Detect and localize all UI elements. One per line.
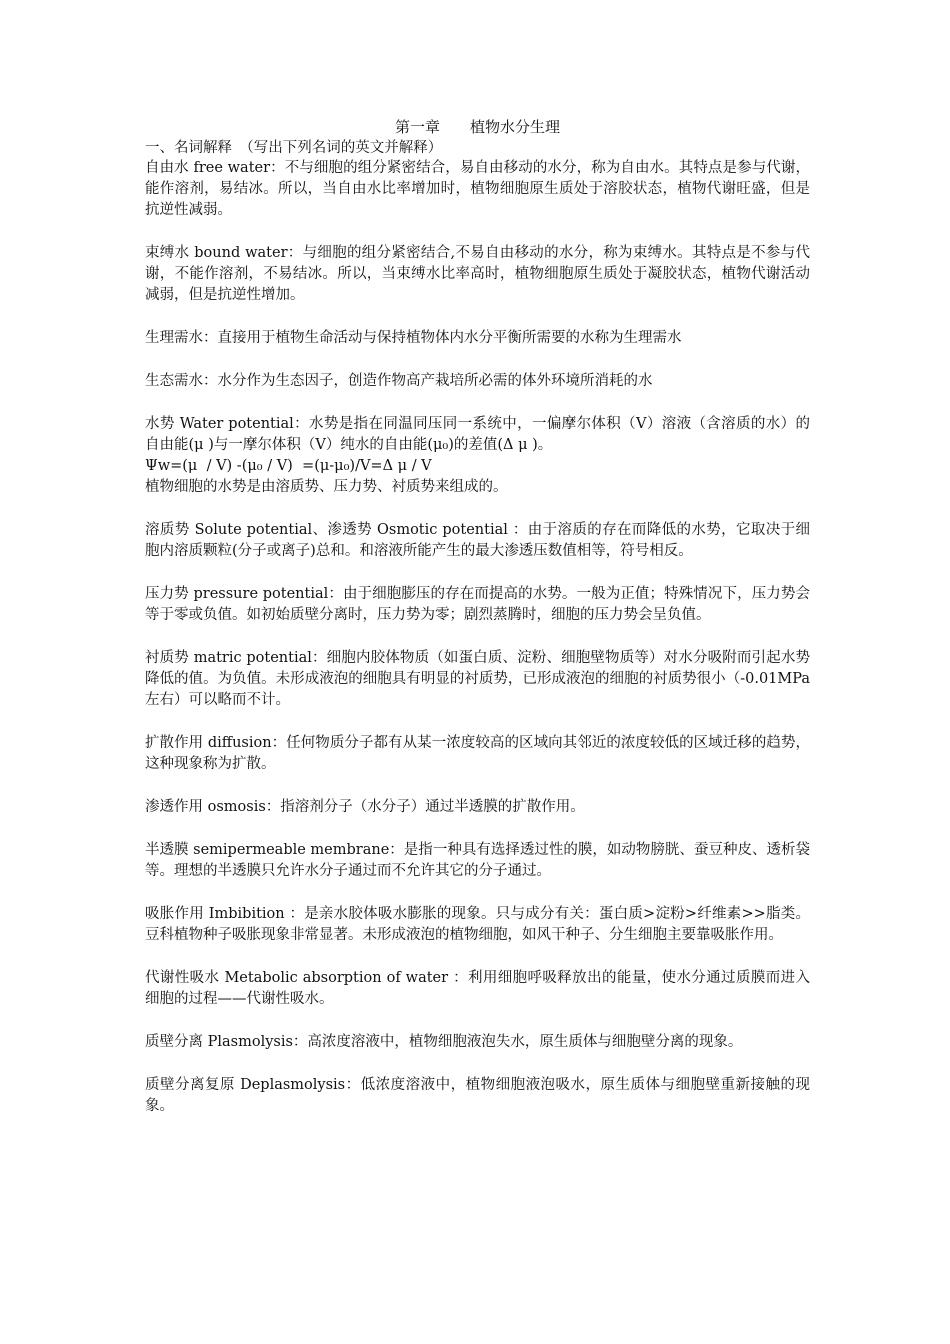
entry-free-water: 自由水 free water：不与细胞的组分紧密结合，易自由移动的水分，称为自由水。其特点是参与代谢，能作溶剂，易结冰。所以，当自由水比率增加时，植物细胞原生质处于溶胶状态，植物代谢旺盛，但是抗逆性减弱。 (145, 160, 810, 218)
entry-plasmolysis: 质壁分离 Plasmolysis：高浓度溶液中，植物细胞液泡失水，原生质体与细胞壁分离的现象。 (145, 1034, 743, 1050)
document-page (145, 118, 810, 1139)
water-potential-note: 植物细胞的水势是由溶质势、压力势、衬质势来组成的。 (145, 479, 508, 495)
entry-imbibition: 吸胀作用 Imbibition ：是亲水胶体吸水膨胀的现象。只与成分有关：蛋白质>淀粉>纤维素>>脂类。豆科植物种子吸胀现象非常显著。未形成液泡的植物细胞，如风干种子、分生细胞主要靠吸胀作用。 (145, 906, 810, 943)
section-heading: 一、名词解释 （写出下列名词的英文并解释） (145, 140, 443, 156)
entry-pressure-potential: 压力势 pressure potential：由于细胞膨压的存在而提高的水势。一般为正值；特殊情况下，压力势会等于零或负值。如初始质壁分离时，压力势为零；剧烈蒸腾时，细胞的压力势会呈负值。 (145, 586, 810, 623)
entry-osmosis: 渗透作用 osmosis：指溶剂分子（水分子）通过半透膜的扩散作用。 (145, 799, 585, 815)
entry-water-potential-block (145, 414, 810, 498)
entry-solute-potential: 溶质势 Solute potential、渗透势 Osmotic potential ：由于溶质的存在而降低的水势，它取决于细胞内溶质颗粒(分子或离子)总和。和溶液所能产生的最大渗透压数值相等，符号相反。 (145, 522, 810, 559)
page-title: 第一章 植物水分生理 (394, 118, 560, 136)
entry-ecological-water: 生态需水：水分作为生态因子，创造作物高产栽培所必需的体外环境所消耗的水 (145, 373, 653, 389)
entry-diffusion: 扩散作用 diffusion：任何物质分子都有从某一浓度较高的区域向其邻近的浓度较低的区域迁移的趋势，这种现象称为扩散。 (145, 735, 810, 772)
entry-metabolic-absorption: 代谢性吸水 Metabolic absorption of water ：利用细胞呼吸释放出的能量，使水分通过质膜而进入细胞的过程——代谢性吸水。 (145, 970, 810, 1007)
entry-physiological-water: 生理需水：直接用于植物生命活动与保持植物体内水分平衡所需要的水称为生理需水 (145, 330, 682, 346)
entry-matric-potential: 衬质势 matric potential：细胞内胶体物质（如蛋白质、淀粉、细胞壁物质等）对水分吸附而引起水势降低的值。为负值。未形成液泡的细胞具有明显的衬质势，已形成液泡的细胞的衬质势很小（-0.01MPa 左右）可以略而不计。 (145, 650, 810, 708)
entry-semipermeable-membrane: 半透膜 semipermeable membrane：是指一种具有选择透过性的膜，如动物膀胱、蚕豆种皮、透析袋等。理想的半透膜只允许水分子通过而不允许其它的分子通过。 (145, 842, 810, 879)
water-potential-formula: Ψw=(μ / V) -(μ₀ / V) =(μ-μ₀)/V=Δ μ / V (145, 458, 432, 474)
entry-water-potential: 水势 Water potential：水势是指在同温同压同一系统中，一偏摩尔体积（V）溶液（含溶质的水）的自由能(μ )与一摩尔体积（V）纯水的自由能(μ₀)的差值(Δ μ )。 (145, 416, 810, 453)
entry-deplasmolysis: 质壁分离复原 Deplasmolysis：低浓度溶液中，植物细胞液泡吸水，原生质体与细胞壁重新接触的现象。 (145, 1077, 810, 1114)
entry-bound-water: 束缚水 bound water：与细胞的组分紧密结合,不易自由移动的水分，称为束缚水。其特点是不参与代谢，不能作溶剂，不易结冰。所以，当束缚水比率高时，植物细胞原生质处于凝胶状态，植物代谢活动减弱，但是抗逆性增加。 (145, 245, 810, 303)
